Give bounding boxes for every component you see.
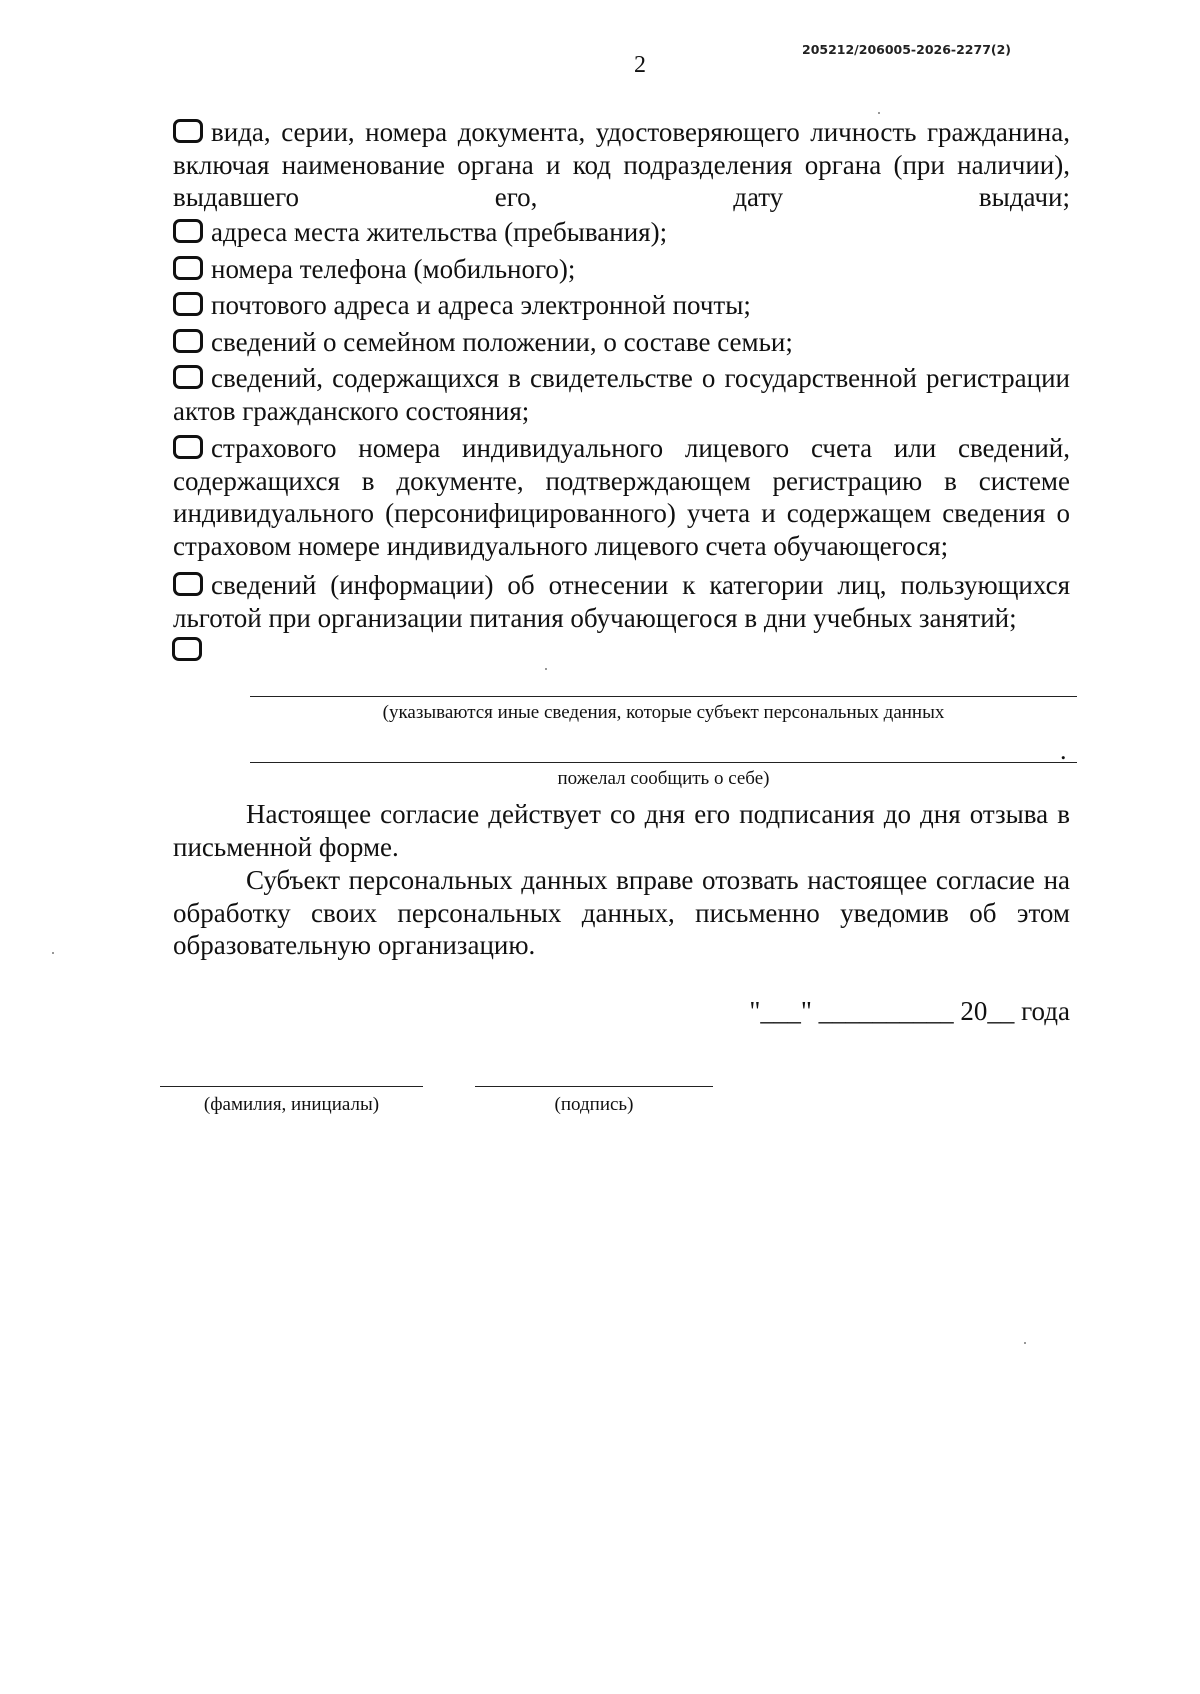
checkbox-other-info[interactable] bbox=[172, 637, 202, 661]
consent-item-label: страхового номера индивидуального лицевого счета или сведений, содержащихся в документе, подтверждающем регистрацию в системе индивидуального (персонифицированного) учета и содержащем сведения о страховом номере индивидуального лицевого счета обучающегося; bbox=[173, 433, 1070, 561]
name-caption: (фамилия, инициалы) bbox=[203, 1094, 380, 1115]
checkbox[interactable] bbox=[173, 435, 203, 459]
signature-line[interactable] bbox=[475, 1086, 713, 1087]
consent-item-residence-address bbox=[173, 216, 1070, 249]
page-number: 2 bbox=[634, 52, 646, 78]
scan-speck bbox=[1024, 1342, 1026, 1344]
consent-item-family bbox=[173, 326, 1070, 359]
consent-item-label: адреса места жительства (пребывания); bbox=[211, 217, 668, 247]
checkbox[interactable] bbox=[173, 256, 203, 280]
consent-item-insurance-number bbox=[173, 432, 1070, 562]
trailing-period: . bbox=[1060, 736, 1067, 765]
revocation-paragraph: Субъект персональных данных вправе отозвать настоящее согласие на обработку своих персональных данных, письменно уведомив об этом образовательную организацию. bbox=[173, 865, 1070, 960]
checkbox[interactable] bbox=[173, 119, 203, 143]
other-info-line-1[interactable] bbox=[250, 696, 1077, 697]
validity-paragraph: Настоящее согласие действует со дня его подписания до дня отзыва в письменной форме. bbox=[173, 799, 1070, 862]
scan-speck bbox=[878, 112, 880, 114]
consent-item-meal-benefit bbox=[173, 569, 1070, 634]
scan-speck bbox=[545, 668, 547, 670]
date-line[interactable]: "___" __________ 20__ года bbox=[749, 996, 1070, 1026]
name-signature-line[interactable] bbox=[160, 1086, 423, 1087]
consent-item-label: номера телефона (мобильного); bbox=[211, 254, 576, 284]
other-info-caption-1: (указываются иные сведения, которые субъект персональных данных bbox=[382, 702, 945, 723]
scan-speck bbox=[52, 952, 54, 954]
consent-item-label: сведений, содержащихся в свидетельстве о государственной регистрации актов гражданского состояния; bbox=[173, 363, 1070, 426]
consent-item-label: вида, серии, номера документа, удостоверяющего личность гражданина, включая наименование органа и код подразделения органа (при наличии), выдавшего его, дату выдачи; bbox=[173, 117, 1070, 212]
consent-item-civil-registry bbox=[173, 362, 1070, 427]
document-number: 205212/206005-2026-2277(2) bbox=[802, 42, 1012, 57]
checkbox[interactable] bbox=[173, 365, 203, 389]
consent-item-label: почтового адреса и адреса электронной почты; bbox=[211, 290, 751, 320]
checkbox[interactable] bbox=[173, 329, 203, 353]
checkbox[interactable] bbox=[173, 572, 203, 596]
consent-item-identity-document bbox=[173, 116, 1070, 214]
consent-item-postal-email bbox=[173, 289, 1070, 322]
checkbox[interactable] bbox=[173, 292, 203, 316]
other-info-line-2[interactable] bbox=[250, 762, 1077, 763]
consent-item-label: сведений (информации) об отнесении к категории лиц, пользующихся льготой при организации питания обучающегося в дни учебных занятий; bbox=[173, 570, 1070, 633]
other-info-caption-2: пожелал сообщить о себе) bbox=[557, 768, 770, 789]
consent-item-phone bbox=[173, 253, 1070, 286]
consent-item-label: сведений о семейном положении, о составе семьи; bbox=[211, 327, 793, 357]
signature-caption: (подпись) bbox=[554, 1094, 634, 1115]
checkbox[interactable] bbox=[173, 219, 203, 243]
